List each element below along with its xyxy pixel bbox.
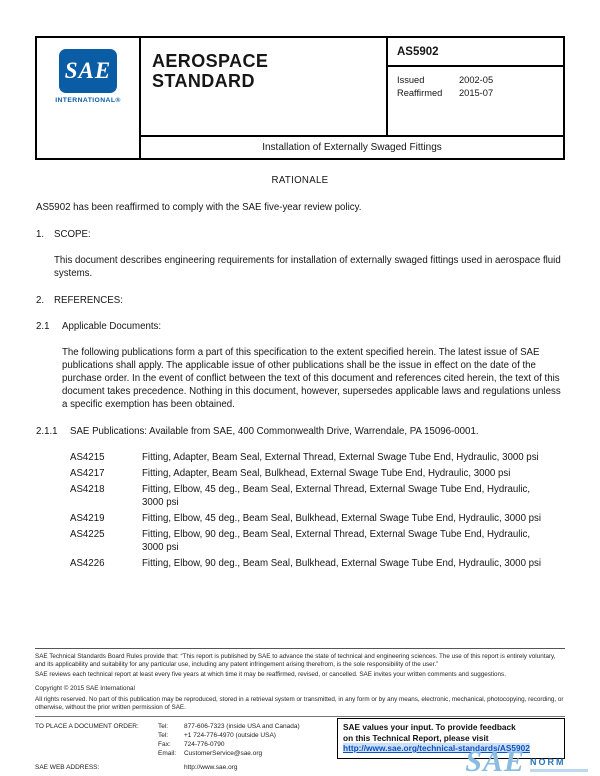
order-row-fax [35,740,335,749]
publication-code: AS4219 [70,513,105,524]
document-number: AS5902 [388,38,563,67]
feedback-text-line2: on this Technical Report, please visit [343,732,489,743]
applicable-documents-heading [36,320,564,333]
references-number: 2. [36,295,45,306]
publication-row [70,528,564,554]
publication-row [70,483,564,509]
sae-logo-badge [59,49,117,93]
issued-row [397,74,554,87]
feedback-link[interactable]: http://www.sae.org/technical-standards/AS5902 [343,743,530,753]
publication-title: Fitting, Adapter, Beam Seal, External Thread, External Swage Tube End, Hydraulic, 3000 psi [142,452,539,463]
document-body [36,174,564,573]
reaffirmed-date: 2015-07 [459,88,494,98]
scope-number: 1. [36,229,45,240]
applicable-documents-text: The following publications form a part of this specification to the extent specified herein. The latest issue of SAE publications shall apply. The applicable issue of other publications shall be the issue in effect on the date of the purchase order. In the event of conflict between the text of this document and references cited herein, the text of this document takes precedence. Nothing in this document, however, supersedes applicable laws and regulations unless a specific exemption has been obtained. [62,347,561,410]
reaffirmed-row [397,87,554,100]
watermark-norm-text: NORM [530,757,566,767]
scope-heading [36,228,564,241]
order-label: Fax: [158,741,171,748]
order-row-web [35,763,335,772]
order-row-email [35,749,335,758]
sae-publications-number: 2.1.1 [36,426,58,437]
publication-title: Fitting, Adapter, Beam Seal, Bulkhead, External Swage Tube End, Hydraulic, 3000 psi [142,468,511,479]
publication-title: Fitting, Elbow, 90 deg., Beam Seal, Bulkhead, External Swage Tube End, Hydraulic, 3000 psi [142,558,542,569]
scope-text: This document describes engineering requirements for installation of externally swaged fittings used in aerospace fluid systems. [54,255,561,279]
footer-divider [35,716,565,717]
publication-row [70,467,564,480]
publication-row [70,512,564,525]
publication-row [70,451,564,464]
watermark-sae-text: SAE [465,745,525,776]
publication-title: Fitting, Elbow, 90 deg., Beam Seal, External Thread, External Swage Tube End, Hydraulic, 3000 psi [142,529,531,553]
rationale-heading: RATIONALE [271,175,329,186]
footer-legal [35,648,565,714]
legal-board-rules: SAE Technical Standards Board Rules provide that: “This report is published by SAE to advance the state of technical and engineering sciences. The use of this report is entirely voluntary, and its applicability and suitability for any particular use, including any patent infringement arising therefrom, is the sole responsibility of the user.” [35,653,556,668]
order-label: Email: [158,750,177,757]
publication-code: AS4217 [70,468,105,479]
publication-title: Fitting, Elbow, 45 deg., Beam Seal, External Thread, External Swage Tube End, Hydraulic, 3000 psi [142,484,531,508]
watermark-norm-block [530,757,588,774]
order-label: Tel: [158,723,169,730]
order-value: CustomerService@sae.org [184,750,263,757]
order-value: 877-606-7323 (inside USA and Canada) [184,723,300,730]
sae-logo [37,38,141,158]
sae-norm-watermark [465,745,588,776]
document-type [141,38,386,135]
web-address-value: http://www.sae.org [184,764,238,771]
revision-dates [388,67,563,107]
publication-code: AS4226 [70,558,105,569]
references-heading [36,294,564,307]
issued-date: 2002-05 [459,75,494,85]
reaffirmed-label: Reaffirmed [397,88,443,98]
watermark-tagline-bar [530,769,588,772]
order-value: 724-776-0790 [184,741,225,748]
publication-code: AS4225 [70,529,105,540]
publications-list [70,451,564,570]
publication-code: AS4218 [70,484,105,495]
legal-review-policy: SAE reviews each technical report at least every five years at which time it may be reaffirmed, revised, or cancelled. SAE invites your written comments and suggestions. [35,671,506,679]
copyright-notice: Copyright © 2015 SAE International [35,685,135,693]
order-value: +1 724-776-4970 (outside USA) [184,732,276,739]
order-row-tel1 [35,722,335,731]
web-address-label: SAE WEB ADDRESS: [35,764,100,771]
publication-title: Fitting, Elbow, 45 deg., Beam Seal, Bulkhead, External Swage Tube End, Hydraulic, 3000 psi [142,513,542,524]
feedback-text-line1: SAE values your input. To provide feedback [343,722,516,732]
sae-logo-subtitle: INTERNATIONAL® [55,97,121,104]
publication-row [70,557,564,570]
document-number-cell [386,38,563,135]
scope-heading-label: SCOPE: [54,229,91,240]
order-label: Tel: [158,732,169,739]
applicable-documents-label: Applicable Documents: [62,321,162,332]
rationale-text: AS5902 has been reaffirmed to comply with the SAE five-year review policy. [36,202,362,213]
order-heading: TO PLACE A DOCUMENT ORDER: [35,723,139,730]
rights-notice: All rights reserved. No part of this publication may be reproduced, stored in a retrieval system or transmitted, in any form or by any means, electronic, mechanical, photocopying, recording, or otherwise, without the prior written permission of SAE. [35,695,564,711]
applicable-documents-number: 2.1 [36,321,50,332]
sae-publications-heading [36,425,564,438]
document-type-line1: AEROSPACE [152,51,269,71]
standard-header [35,36,565,160]
document-title: Installation of Externally Swaged Fittings [141,135,563,158]
sae-logo-text: SAE [64,58,112,83]
sae-publications-text: SAE Publications: Available from SAE, 400 Commonwealth Drive, Warrendale, PA 15096-0001. [70,426,479,437]
order-row-tel2 [35,731,335,740]
document-order-info [35,722,335,772]
document-type-line2: STANDARD [152,71,255,91]
issued-label: Issued [397,75,425,85]
publication-code: AS4215 [70,452,105,463]
references-heading-label: REFERENCES: [54,295,123,306]
